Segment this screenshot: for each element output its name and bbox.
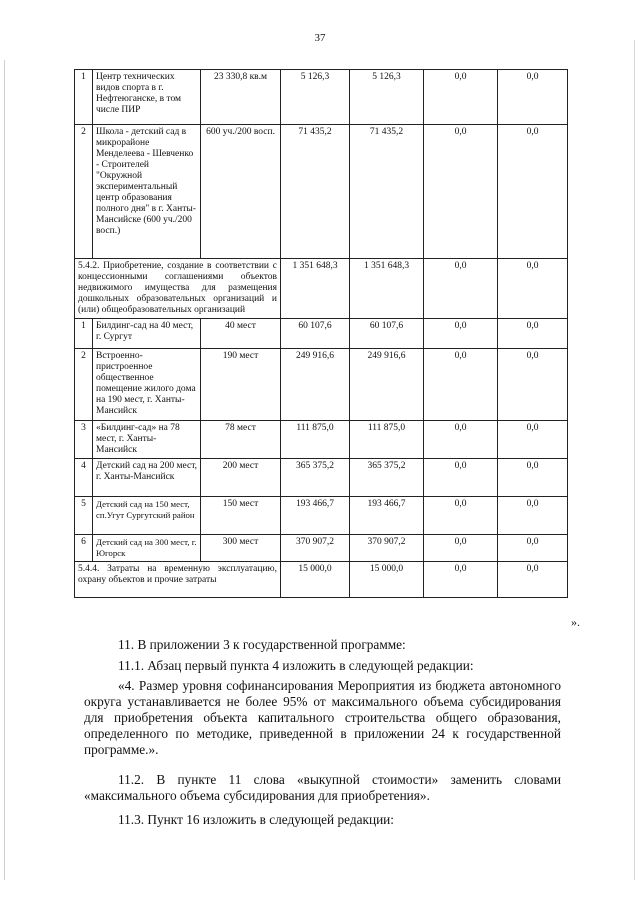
- row-number-cell: 1: [75, 319, 93, 349]
- amount-cell: 193 466,7: [350, 497, 424, 535]
- amount-cell: 0,0: [498, 497, 568, 535]
- amount-cell: 0,0: [424, 319, 498, 349]
- amount-cell: 0,0: [424, 562, 498, 598]
- amount-cell: 370 907,2: [281, 535, 350, 562]
- paragraph: «4. Размер уровня софинансирования Мероприятия из бюджета автономного округа устанавливается не более 95% от максимального объема субсидирования для приобретения объекта капитального строительства общего образования, определенного по методике, приведенной в приложении 24 к государственной программе.».: [84, 678, 561, 757]
- amount-cell: 0,0: [424, 459, 498, 497]
- object-name-cell: Центр технических видов спорта в г. Нефтеюганске, в том числе ПИР: [93, 70, 201, 125]
- amount-cell: 193 466,7: [281, 497, 350, 535]
- amount-cell: 1 351 648,3: [281, 259, 350, 319]
- paragraph-11-1: [84, 658, 561, 674]
- paragraph-section-11: [84, 637, 561, 653]
- amount-cell: 0,0: [424, 535, 498, 562]
- row-number-cell: 6: [75, 535, 93, 562]
- amount-cell: 249 916,6: [350, 349, 424, 421]
- table-row: [75, 349, 568, 421]
- scan-edge-right: [634, 40, 635, 880]
- object-name-cell: Детский сад на 200 мест, г. Ханты-Мансийск: [93, 459, 201, 497]
- amount-cell: 0,0: [424, 349, 498, 421]
- amount-cell: 0,0: [424, 70, 498, 125]
- paragraph: 11.1. Абзац первый пункта 4 изложить в следующей редакции:: [118, 658, 474, 673]
- capacity-cell: 200 мест: [201, 459, 281, 497]
- paragraph-11-2: [84, 772, 561, 804]
- capacity-cell: 40 мест: [201, 319, 281, 349]
- table-row: [75, 497, 568, 535]
- amount-cell: 71 435,2: [350, 125, 424, 259]
- amount-cell: 60 107,6: [281, 319, 350, 349]
- amount-cell: 365 375,2: [350, 459, 424, 497]
- amount-cell: 0,0: [424, 497, 498, 535]
- amount-cell: 0,0: [498, 70, 568, 125]
- amount-cell: 71 435,2: [281, 125, 350, 259]
- amount-cell: 370 907,2: [350, 535, 424, 562]
- row-number-cell: 5: [75, 497, 93, 535]
- paragraph-quoted-item-4: [84, 678, 561, 758]
- amount-cell: 111 875,0: [281, 421, 350, 459]
- amount-cell: 0,0: [424, 259, 498, 319]
- amount-cell: 0,0: [498, 562, 568, 598]
- amount-cell: 0,0: [424, 421, 498, 459]
- amount-cell: 5 126,3: [350, 70, 424, 125]
- amount-cell: 249 916,6: [281, 349, 350, 421]
- row-number-cell: 1: [75, 70, 93, 125]
- amount-cell: 5 126,3: [281, 70, 350, 125]
- capacity-cell: 150 мест: [201, 497, 281, 535]
- budget-table: [74, 69, 568, 598]
- amount-cell: 0,0: [498, 421, 568, 459]
- amount-cell: 15 000,0: [281, 562, 350, 598]
- amount-cell: 0,0: [424, 125, 498, 259]
- closing-quote: ».: [571, 615, 580, 629]
- amount-cell: 0,0: [498, 349, 568, 421]
- capacity-cell: 78 мест: [201, 421, 281, 459]
- object-name-cell: Школа - детский сад в микрорайоне Менделеева - Шевченко - Строителей "Окружной экспериментальный центр образования полного дня" в г. Ханты-Мансийске (600 уч./200 восп.): [93, 125, 201, 259]
- scan-edge-left: [4, 60, 5, 880]
- amount-cell: 1 351 648,3: [350, 259, 424, 319]
- section-title-cell: 5.4.4. Затраты на временную эксплуатацию, охрану объектов и прочие затраты: [75, 562, 281, 598]
- paragraph: 11.3. Пункт 16 изложить в следующей редакции:: [118, 812, 394, 827]
- object-name-cell: Детский сад на 150 мест, сп.Угут Сургутский район: [93, 497, 201, 535]
- amount-cell: 0,0: [498, 259, 568, 319]
- object-name-cell: Билдинг-сад на 40 мест, г. Сургут: [93, 319, 201, 349]
- capacity-cell: 600 уч./200 восп.: [201, 125, 281, 259]
- page-number: 37: [314, 32, 326, 44]
- amount-cell: 0,0: [498, 535, 568, 562]
- object-name-cell: Встроенно-пристроенное общественное помещение жилого дома на 190 мест, г. Ханты-Мансийск: [93, 349, 201, 421]
- table-section-row: [75, 259, 568, 319]
- capacity-cell: 23 330,8 кв.м: [201, 70, 281, 125]
- table-row: [75, 319, 568, 349]
- section-title-cell: 5.4.2. Приобретение, создание в соответствии с концессионными соглашениями объектов недвижимого имущества для размещения дошкольных образовательных организаций и (или) общеобразовательных организаций: [75, 259, 281, 319]
- table-row: [75, 125, 568, 259]
- table-body: [75, 70, 568, 598]
- row-number-cell: 4: [75, 459, 93, 497]
- table-row: [75, 421, 568, 459]
- row-number-cell: 2: [75, 349, 93, 421]
- table-row: [75, 459, 568, 497]
- table-section-row: [75, 562, 568, 598]
- amount-cell: 15 000,0: [350, 562, 424, 598]
- amount-cell: 0,0: [498, 459, 568, 497]
- amount-cell: 111 875,0: [350, 421, 424, 459]
- object-name-cell: Детский сад на 300 мест, г. Югорск: [93, 535, 201, 562]
- object-name-cell: «Билдинг-сад» на 78 мест, г. Ханты-Мансийск: [93, 421, 201, 459]
- capacity-cell: 190 мест: [201, 349, 281, 421]
- table-row: [75, 535, 568, 562]
- paragraph: 11. В приложении 3 к государственной программе:: [118, 637, 406, 652]
- amount-cell: 0,0: [498, 125, 568, 259]
- table-row: [75, 70, 568, 125]
- amount-cell: 60 107,6: [350, 319, 424, 349]
- amount-cell: 365 375,2: [281, 459, 350, 497]
- amount-cell: 0,0: [498, 319, 568, 349]
- capacity-cell: 300 мест: [201, 535, 281, 562]
- row-number-cell: 2: [75, 125, 93, 259]
- paragraph-11-3: [84, 812, 561, 828]
- row-number-cell: 3: [75, 421, 93, 459]
- paragraph: 11.2. В пункте 11 слова «выкупной стоимости» заменить словами «максимального объема субсидирования для приобретения».: [84, 772, 561, 803]
